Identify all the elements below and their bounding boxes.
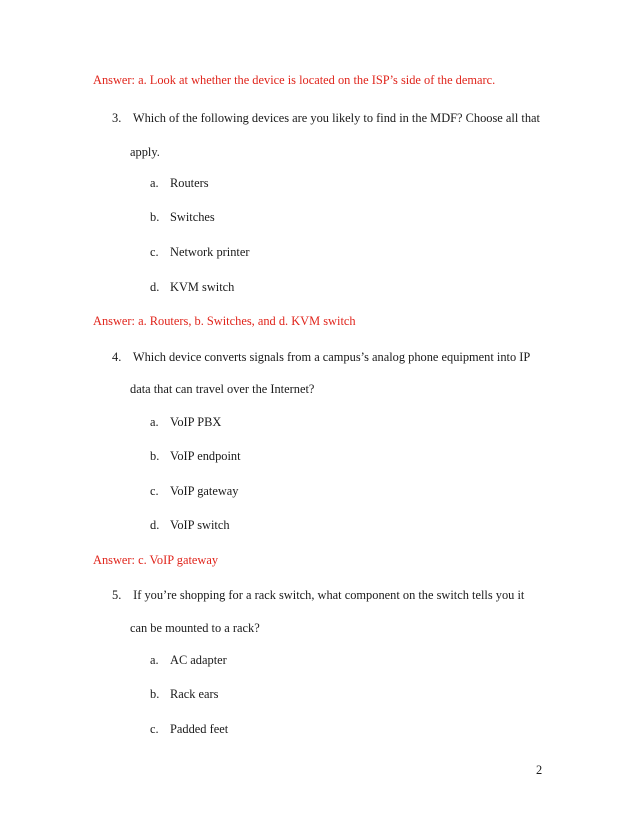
question-4: [112, 349, 530, 365]
answer-q4: Answer: c. VoIP gateway: [93, 553, 219, 567]
option-letter: a.: [150, 415, 159, 429]
option-letter: b.: [150, 687, 160, 701]
q5-option-a: [150, 652, 227, 668]
q5-option-c: [150, 721, 228, 737]
q3-option-a: [150, 175, 209, 191]
option-text: VoIP PBX: [170, 415, 222, 429]
option-letter: c.: [150, 484, 159, 498]
q3-option-b: [150, 209, 215, 225]
question-number: 3.: [112, 111, 122, 125]
option-text: Padded feet: [170, 722, 229, 736]
page-number: 2: [536, 763, 543, 777]
option-letter: d.: [150, 518, 160, 532]
question-5: [112, 587, 524, 603]
option-text: Network printer: [170, 245, 250, 259]
option-letter: b.: [150, 210, 160, 224]
option-letter: c.: [150, 245, 159, 259]
option-text: KVM switch: [170, 280, 235, 294]
q3-option-c: [150, 244, 249, 260]
question-text-line1: If you’re shopping for a rack switch, what component on the switch tells you it: [133, 588, 525, 602]
question-3: [112, 110, 540, 126]
question-number: 4.: [112, 350, 122, 364]
q4-option-d: [150, 517, 230, 533]
question-text-line1: Which of the following devices are you likely to find in the MDF? Choose all that: [132, 111, 540, 125]
question-5-text-line2: can be mounted to a rack?: [130, 621, 260, 635]
question-text-line1: Which device converts signals from a campus’s analog phone equipment into IP: [132, 350, 531, 364]
option-text: Rack ears: [170, 687, 219, 701]
question-3-text-line2: apply.: [130, 145, 160, 159]
option-text: Switches: [170, 210, 215, 224]
answer-q3: Answer: a. Routers, b. Switches, and d. KVM switch: [93, 314, 356, 328]
option-text: VoIP gateway: [170, 484, 239, 498]
question-4-text-line2: data that can travel over the Internet?: [130, 382, 315, 396]
option-text: AC adapter: [170, 653, 227, 667]
answer-q2: Answer: a. Look at whether the device is located on the ISP’s side of the demarc.: [93, 73, 496, 87]
option-text: VoIP switch: [170, 518, 230, 532]
option-text: VoIP endpoint: [170, 449, 241, 463]
q3-option-d: [150, 279, 234, 295]
q4-option-b: [150, 448, 241, 464]
option-letter: c.: [150, 722, 159, 736]
option-text: Routers: [170, 176, 209, 190]
q5-option-b: [150, 686, 219, 702]
question-number: 5.: [112, 588, 122, 602]
option-letter: a.: [150, 653, 159, 667]
option-letter: b.: [150, 449, 160, 463]
q4-option-c: [150, 483, 238, 499]
q4-option-a: [150, 414, 221, 430]
option-letter: d.: [150, 280, 160, 294]
option-letter: a.: [150, 176, 159, 190]
